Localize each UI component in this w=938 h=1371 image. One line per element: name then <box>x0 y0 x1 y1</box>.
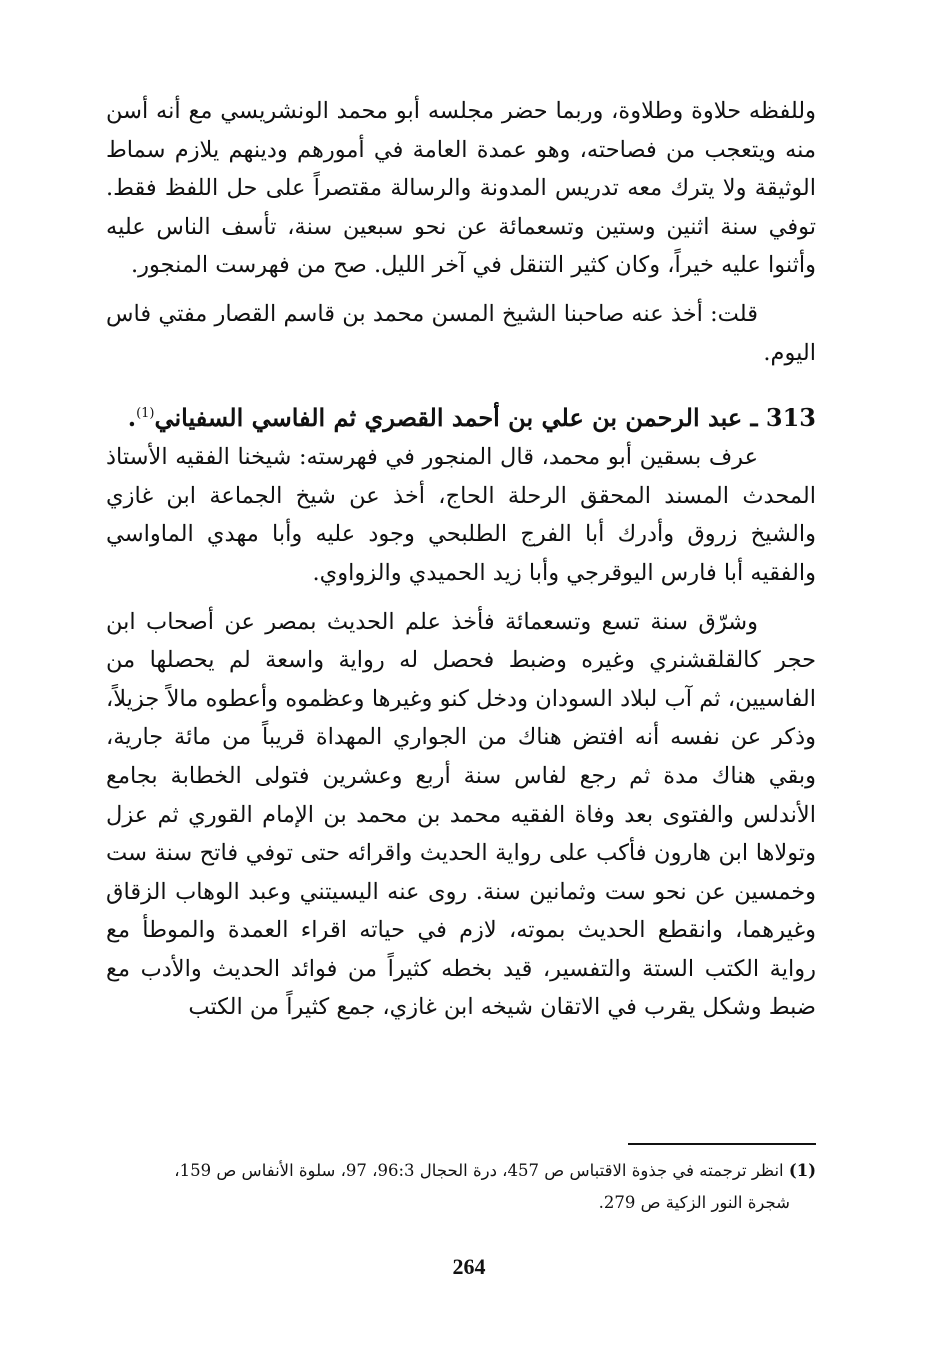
paragraph-entry-body: وشرّق سنة تسع وتسعمائة فأخذ علم الحديث بمصر عن أصحاب ابن حجر كالقلقشنري وغيره وضبط فحصل له رواية واسعة لم يحصلها من الفاسيين، ثم آب لبلاد السودان ودخل كنو وغيرها وعظموه وأعطوه مالاً جزيلاً، وذكر عن نفسه أنه افتض هناك من الجواري المهداة قريباً من مائة جارية، وبقي هناك مدة ثم رجع لفاس سنة أربع وعشرين فتولى الخطابة بجامع الأندلس والفتوى بعد وفاة الفقيه محمد بن محمد بن الإمام القوري ثم عزل وتولاها ابن هارون فأكب على رواية الحديث واقرائه حتى توفي فاتح سنة ست وخمسين عن نحو ست وثمانين سنة. روى عنه اليسيتني وعبد الوهاب الزقاق وغيرهما، وانقطع الحديث بموته، لازم في حياته اقراء العمدة والموطأ مع رواية الكتب الستة والتفسير، قيد بخطه كثيراً من فوائد الحديث والأدب مع ضبط وشكل يقرب في الاتقان شيخه ابن غازي، جمع كثيراً من الكتب <box>106 608 816 1021</box>
footnote-text-line1: انظر ترجمته في جذوة الاقتباس ص 457، درة الحجال 96:3، 97، سلوة الأنفاس ص 159، <box>174 1161 784 1180</box>
footnote-text-line2: شجرة النور الزكية ص 279. <box>598 1193 790 1212</box>
footnote-reference[interactable]: (1) <box>136 406 155 422</box>
paragraph-entry-intro: عرف بسقين أبو محمد، قال المنجور في فهرسته: شيخنا الفقيه الأستاذ المحدث المسند المحقق الرحلة الحاج، أخذ عن شيخ الجماعة ابن غازي والشيخ زروق وأدرك أبا الفرج الطلبحي وجود عليه وأبا مهدي الماواسي والفقيه أبا فارس اليوقرجي وأبا زيد الحميدي والزواوي. <box>106 444 816 586</box>
entry-heading <box>106 394 816 438</box>
footnotes <box>106 1155 816 1219</box>
page-number: 264 <box>452 1254 486 1279</box>
entry-heading-end: . <box>127 403 137 433</box>
entry-heading-text: 313 ـ عبد الرحمن بن علي بن أحمد القصري ثم الفاسي السفياني <box>154 403 816 433</box>
footnote-mark: (1) <box>788 1161 816 1180</box>
footnote-1 <box>106 1155 816 1219</box>
paragraph-note: قلت: أخذ عنه صاحبنا الشيخ المسن محمد بن قاسم القصار مفتي فاس اليوم. <box>106 300 816 366</box>
footnote-divider <box>628 1143 816 1145</box>
paragraph-continued-biography: وللفظه حلاوة وطلاوة، وربما حضر مجلسه أبو محمد الونشريسي مع أنه أسن منه ويتعجب من فصاحته، وهو عمدة العامة في أمورهم ودينهم يلازم سماط الوثيقة ولا يترك معه تدريس المدونة والرسالة مقتصراً على حل اللفظ فقط. توفي سنة اثنين وستين وتسعمائة عن نحو سبعين سنة، تأسف الناس عليه وأثنوا عليه خيراً، وكان كثير التنقل في آخر الليل. صح من فهرست المنجور. <box>106 98 816 279</box>
